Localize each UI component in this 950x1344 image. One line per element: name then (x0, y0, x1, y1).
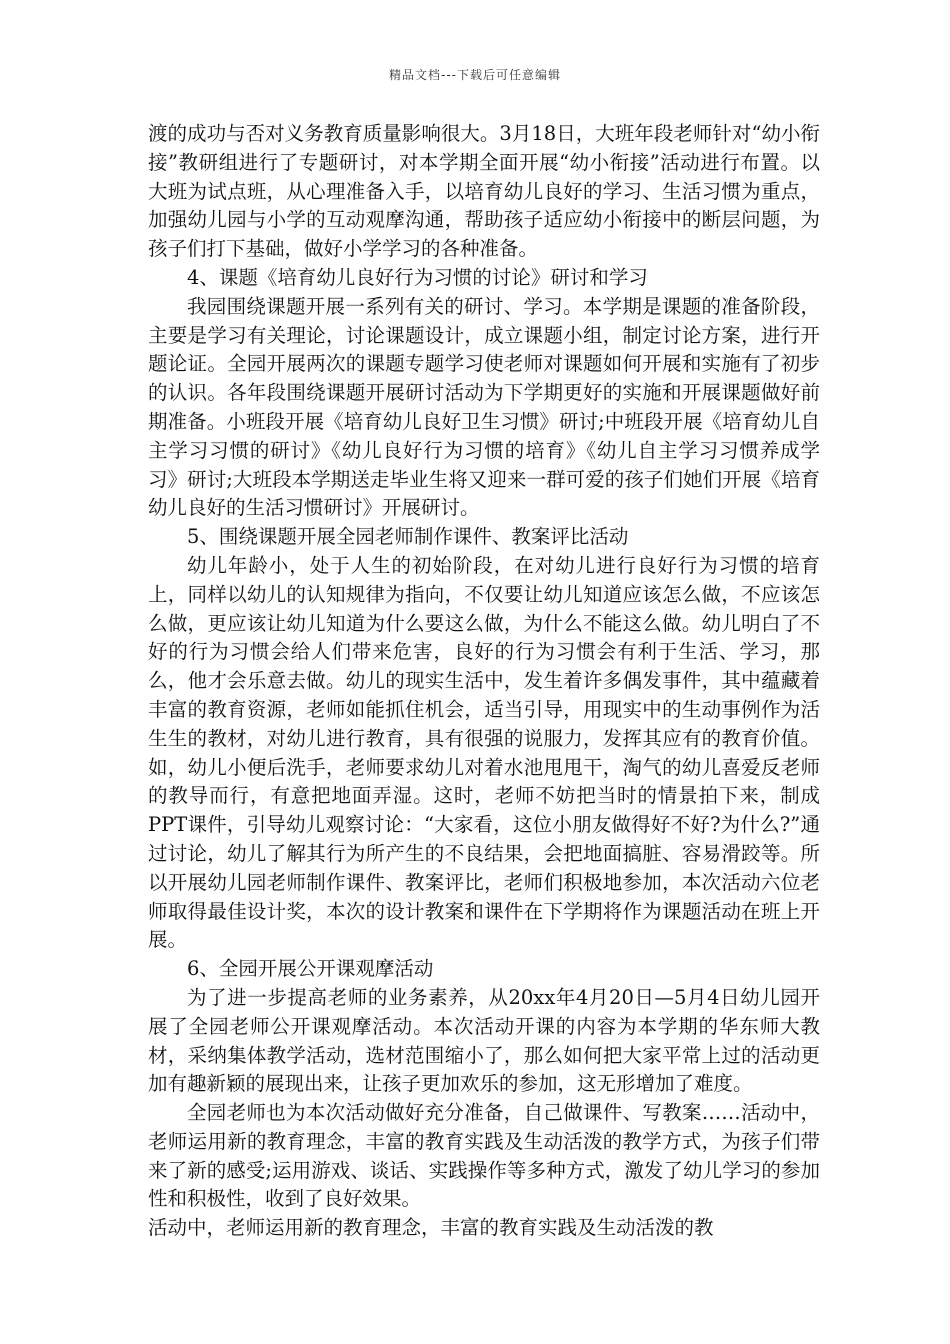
section-heading-4: 4、课题《培育幼儿良好行为习惯的讨论》研讨和学习 (187, 265, 648, 289)
section-heading-6: 6、全园开展公开课观摩活动 (187, 957, 434, 981)
page-header: 精品文档---下载后可任意编辑 (389, 68, 561, 82)
paragraph: 幼儿年龄小，处于人生的初始阶段，在对幼儿进行良好行为习惯的培育上，同样以幼儿的认知规律为指向，不仅要让幼儿知道应该怎么做，不应该怎么做，更应该让幼儿知道为什么要这么做，为什么不能这么做。幼儿明白了不好的行为习惯会给人们带来危害，良好的行为习惯会有利于生活、学习，那么，他才会乐意去做。幼儿的现实生活中，发生着许多偶发事件，其中蕴藏着丰富的教育资源，老师如能抓住机会，适当引导，用现实中的生动事例作为活生生的教材，对幼儿进行教育，具有很强的说服力，发挥其应有的教育价值。如，幼儿小便后洗手，老师要求幼儿对着水池甩甩干，淘气的幼儿喜爱反老师的教导而行，有意把地面弄湿。这时，老师不妨把当时的情景拍下来，制成PPT课件，引导幼儿观察讨论：“大家看，这位小朋友做得好不好?为什么?”通过讨论，幼儿了解其行为所产生的不良结果，会把地面搞脏、容易滑跤等。所以开展幼儿园老师制作课件、教案评比，老师们积极地参加，本次活动六位老师取得最佳设计奖，本次的设计教案和课件在下学期将作为课题活动在班上开展。 (148, 553, 820, 952)
paragraph: 为了进一步提高老师的业务素养，从20xx年4月20日—5月4日幼儿园开展了全园老师公开课观摩活动。本次活动开课的内容为本学期的华东师大教材，采纳集体教学活动，选材范围缩小了，那么如何把大家平常上过的活动更加有趣新颖的展现出来，让孩子更加欢乐的参加，这无形增加了难度。 (148, 985, 820, 1096)
paragraph: 我园围绕课题开展一系列有关的研讨、学习。本学期是课题的准备阶段，主要是学习有关理论，讨论课题设计，成立课题小组，制定讨论方案，进行开题论证。全园开展两次的课题专题学习使老师对课题如何开展和实施有了初步的认识。各年段围绕课题开展研讨活动为下学期更好的实施和开展课题做好前期准备。小班段开展《培育幼儿良好卫生习惯》研讨;中班段开展《培育幼儿自主学习习惯的研讨》《幼儿良好行为习惯的培育》《幼儿自主学习习惯养成学习》研讨;大班段本学期送走毕业生将又迎来一群可爱的孩子们她们开展《培育幼儿良好的生活习惯研讨》开展研讨。 (148, 294, 820, 520)
section-heading-5: 5、围绕课题开展全园老师制作课件、教案评比活动 (187, 525, 629, 549)
paragraph-continued: 活动中，老师运用新的教育理念，丰富的教育实践及生动活泼的教 (148, 1216, 714, 1240)
paragraph-continued: 渡的成功与否对义务教育质量影响很大。3月18日，大班年段老师针对“幼小衔接”教研组进行了专题研讨，对本学期全面开展“幼小衔接”活动进行布置。以大班为试点班，从心理准备入手，以培育幼儿良好的学习、生活习惯为重点，加强幼儿园与小学的互动观摩沟通，帮助孩子适应幼小衔接中的断层问题，为孩子们打下基础，做好小学学习的各种准备。 (148, 122, 820, 261)
paragraph: 全园老师也为本次活动做好充分准备，自己做课件、写教案……活动中，老师运用新的教育理念，丰富的教育实践及生动活泼的教学方式，为孩子们带来了新的感受;运用游戏、谈话、实践操作等多种方式，激发了幼儿学习的参加性和积极性，收到了良好效果。 (148, 1101, 820, 1211)
document-body (148, 120, 820, 1243)
